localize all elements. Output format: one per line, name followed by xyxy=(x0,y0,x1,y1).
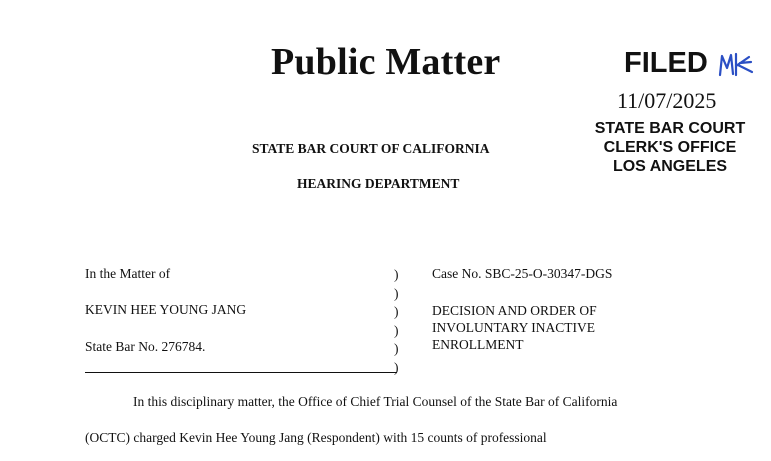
paren: ) xyxy=(394,359,399,375)
caption-respondent-name: KEVIN HEE YOUNG JANG xyxy=(85,302,247,317)
court-name: STATE BAR COURT OF CALIFORNIA xyxy=(252,141,490,156)
paren: ) xyxy=(394,267,399,282)
paren: ) xyxy=(394,304,399,319)
stamp-line: CLERK'S OFFICE xyxy=(603,139,737,156)
handwritten-initials-icon xyxy=(718,50,754,78)
caption-divider-parens xyxy=(394,268,399,374)
clerk-stamp xyxy=(582,119,758,176)
decision-title-line: INVOLUNTARY INACTIVE xyxy=(432,320,596,335)
department-name: HEARING DEPARTMENT xyxy=(297,176,460,191)
stamp-line: LOS ANGELES xyxy=(612,158,728,175)
filed-label: FILED xyxy=(624,47,708,79)
decision-title-line: ENROLLMENT xyxy=(432,337,524,352)
paren: ) xyxy=(394,322,399,338)
caption-bar-number: State Bar No. 276784. xyxy=(85,339,206,354)
body-paragraph-line: (OCTC) charged Kevin Hee Young Jang (Respondent) with 15 counts of professional xyxy=(85,430,547,445)
caption-rule xyxy=(85,372,397,373)
body-paragraph-line: In this disciplinary matter, the Office of Chief Trial Counsel of the State Bar of California xyxy=(133,394,618,409)
decision-title xyxy=(432,302,597,353)
public-matter-heading: Public Matter xyxy=(271,41,501,83)
decision-title-line: DECISION AND ORDER OF xyxy=(432,303,597,318)
paren: ) xyxy=(394,285,399,301)
case-number: Case No. SBC-25-O-30347-DGS xyxy=(432,266,613,281)
filed-date: 11/07/2025 xyxy=(617,88,717,113)
stamp-line: STATE BAR COURT xyxy=(594,120,746,137)
paren: ) xyxy=(394,341,399,356)
caption-in-matter-of: In the Matter of xyxy=(85,266,171,281)
